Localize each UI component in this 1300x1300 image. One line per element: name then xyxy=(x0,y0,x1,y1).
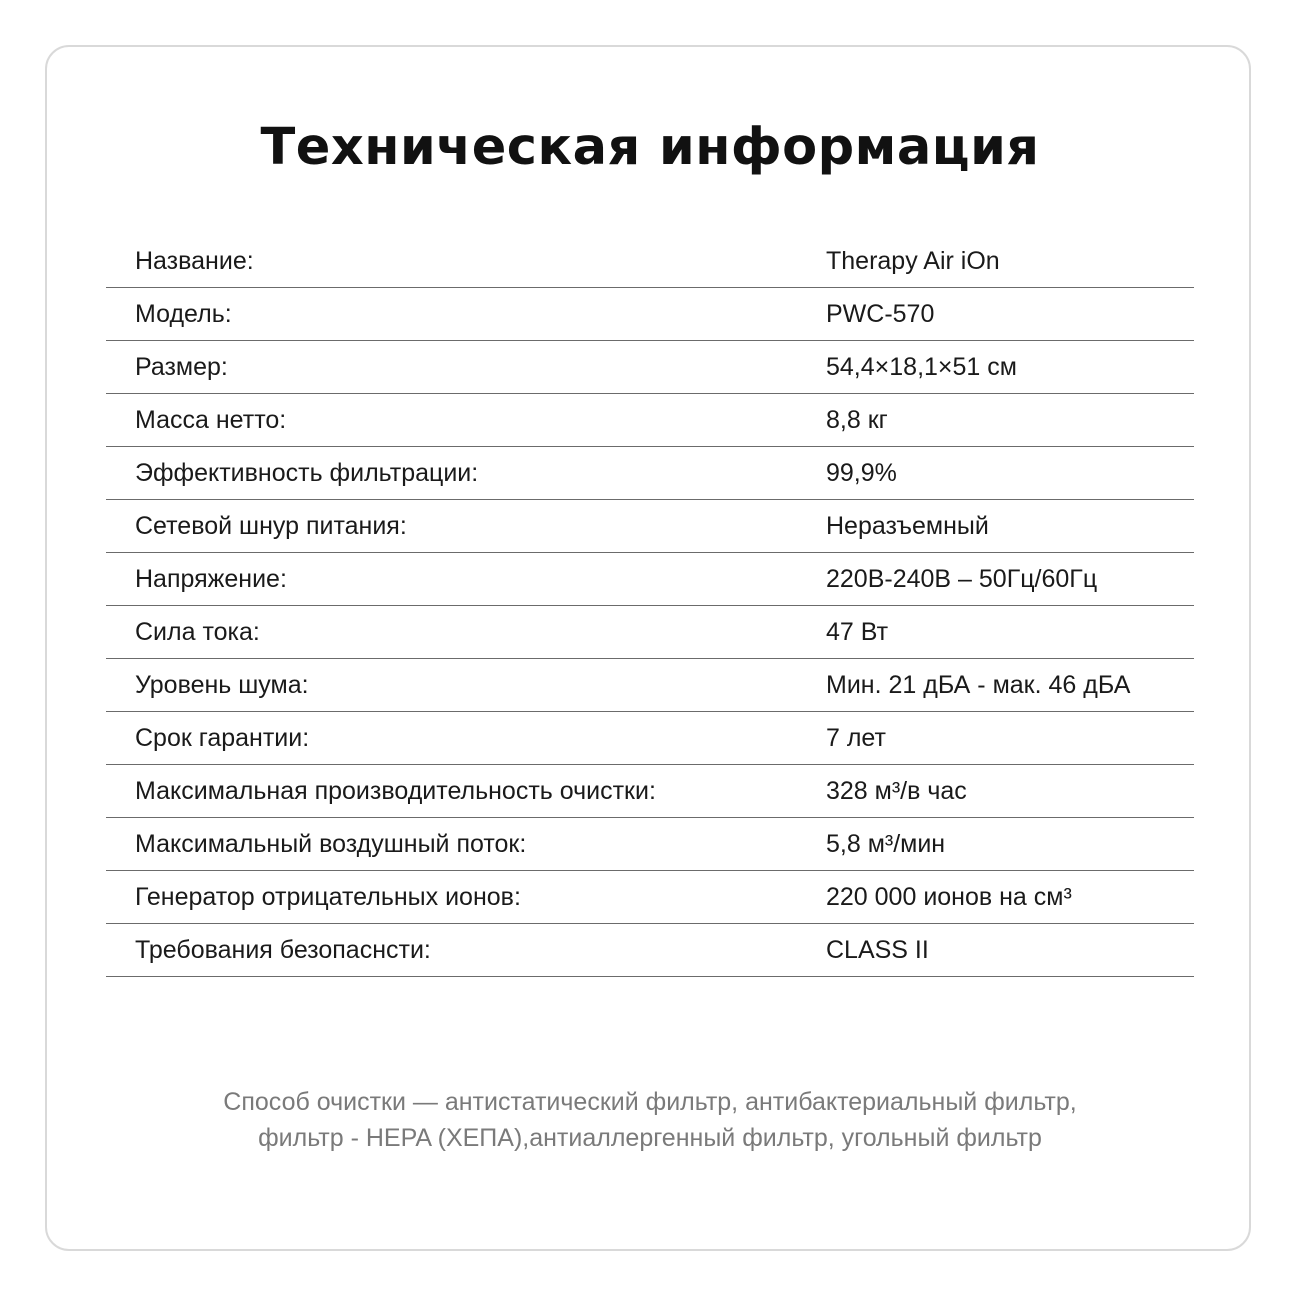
spec-row-filtration-efficiency xyxy=(106,447,1194,500)
spec-value: CLASS II xyxy=(826,936,929,964)
cleaning-methods-note xyxy=(0,1084,1300,1156)
footnote-line: Способ очистки — антистатический фильтр, антибактериальный фильтр, xyxy=(223,1088,1077,1116)
spec-row-ion-generator xyxy=(106,871,1194,924)
spec-row-net-weight xyxy=(106,394,1194,447)
spec-row-name xyxy=(106,235,1194,288)
spec-label: Требования безопаснсти: xyxy=(135,936,431,964)
spec-value: 328 м³/в час xyxy=(826,777,967,805)
spec-value: 220 000 ионов на см³ xyxy=(826,883,1072,911)
footnote-line: фильтр - HEPA (ХЕПА),антиаллергенный фильтр, угольный фильтр xyxy=(258,1124,1042,1152)
spec-label: Сила тока: xyxy=(135,618,260,646)
spec-row-warranty xyxy=(106,712,1194,765)
spec-label: Модель: xyxy=(135,300,232,328)
spec-value: 5,8 м³/мин xyxy=(826,830,946,858)
spec-label: Эффективность фильтрации: xyxy=(135,459,479,487)
spec-row-max-cleaning-capacity xyxy=(106,765,1194,818)
spec-label: Напряжение: xyxy=(135,565,287,593)
spec-label: Сетевой шнур питания: xyxy=(135,512,407,540)
spec-value: 8,8 кг xyxy=(826,406,888,434)
spec-value: 220В-240В – 50Гц/60Гц xyxy=(826,565,1098,593)
spec-label: Название: xyxy=(135,247,254,275)
spec-label: Уровень шума: xyxy=(135,671,309,699)
spec-table xyxy=(106,235,1194,977)
spec-row-safety-class xyxy=(106,924,1194,977)
spec-value: Мин. 21 дБА - мак. 46 дБА xyxy=(826,671,1131,699)
spec-value: PWC-570 xyxy=(826,300,935,328)
spec-row-size xyxy=(106,341,1194,394)
spec-value: 99,9% xyxy=(826,459,897,487)
spec-value: Неразъемный xyxy=(826,512,989,540)
spec-value: Therapy Air iOn xyxy=(826,247,1000,275)
spec-value: 47 Вт xyxy=(826,618,889,646)
spec-row-voltage xyxy=(106,553,1194,606)
spec-value: 54,4×18,1×51 см xyxy=(826,353,1017,381)
spec-row-model xyxy=(106,288,1194,341)
spec-label: Масса нетто: xyxy=(135,406,287,434)
page-title: Техническая информация xyxy=(260,118,1040,177)
spec-label: Максимальный воздушный поток: xyxy=(135,830,527,858)
spec-row-power xyxy=(106,606,1194,659)
spec-value: 7 лет xyxy=(826,724,886,752)
spec-row-max-airflow xyxy=(106,818,1194,871)
spec-label: Генератор отрицательных ионов: xyxy=(135,883,521,911)
spec-row-power-cord xyxy=(106,500,1194,553)
spec-label: Максимальная производительность очистки: xyxy=(135,777,656,805)
spec-label: Размер: xyxy=(135,353,228,381)
spec-label: Срок гарантии: xyxy=(135,724,310,752)
spec-row-noise-level xyxy=(106,659,1194,712)
